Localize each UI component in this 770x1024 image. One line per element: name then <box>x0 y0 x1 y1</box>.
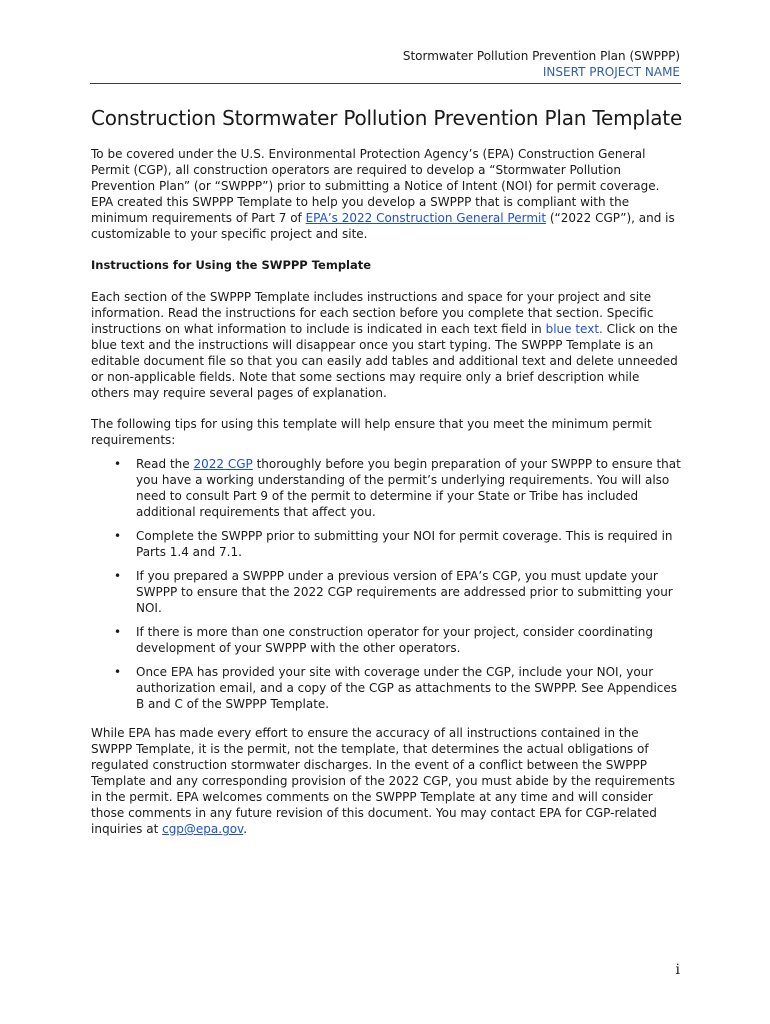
tips-intro: The following tips for using this template will help ensure that you meet the minimum permit requirements: <box>91 417 652 447</box>
instructions-text-2: Click on the blue text and the instructions will disappear once you start typing. The SWPPP Template is an editable document file so that you can easily add tables and additional text and delete unneeded or non-applicable fields. Note that some sections may require only a brief description while others may require several pages of explanation. <box>91 322 678 400</box>
instructions-paragraph <box>91 289 681 401</box>
header-rule <box>90 83 681 84</box>
intro-text-1: To be covered under the U.S. Environmental Protection Agency’s (EPA) Construction General Permit (CGP), all construction operators are required to develop a “Stormwater Pollution Prevention Plan” (or “SWPPP”) prior to submitting a Notice of Intent (NOI) for permit coverage. EPA created this SWPPP Template to help you develop a SWPPP that is compliant with the minimum requirements of Part 7 of <box>91 147 660 225</box>
list-item <box>136 456 681 520</box>
list-item: • Once EPA has provided your site with coverage under the CGP, include your NOI, your authorization email, and a copy of the CGP as attachments to the SWPPP. See Appendices B and C of the SWPPP Template. <box>136 664 681 712</box>
blue-text-sample[interactable]: blue text. <box>545 322 603 336</box>
closing-text-2: . <box>243 822 248 836</box>
header-project-name[interactable]: INSERT PROJECT NAME <box>542 65 680 79</box>
instructions-heading: Instructions for Using the SWPPP Template <box>91 258 372 272</box>
bullet-1-text-2: thoroughly before you begin preparation of your SWPPP to ensure that you have a working understanding of the permit’s underlying requirements. You will also need to consult Part 9 of the permit to determine if your State or Tribe has included additional requirements that affect you. <box>136 457 681 519</box>
instructions-text-1: Each section of the SWPPP Template includes instructions and space for your project and site information. Read the instructions for each section before you complete that section. Specific instructions on what information to include is indicated in each text field in <box>91 290 654 336</box>
header-doc-title: Stormwater Pollution Prevention Plan (SWPPP) <box>402 49 680 63</box>
list-item: • If there is more than one construction operator for your project, consider coordinating development of your SWPPP with the other operators. <box>136 624 681 656</box>
email-link[interactable]: cgp@epa.gov <box>162 822 244 836</box>
page-header <box>403 48 680 80</box>
intro-text-2: (“2022 CGP”), and is customizable to your specific project and site. <box>91 211 675 241</box>
list-item: • Complete the SWPPP prior to submitting your NOI for permit coverage. This is required in Parts 1.4 and 7.1. <box>136 528 681 560</box>
cgp-link[interactable]: 2022 CGP <box>193 457 253 471</box>
document-body <box>91 104 681 852</box>
page-number: i <box>675 962 680 978</box>
closing-paragraph <box>91 725 681 837</box>
bullet-1-text-1: Read the <box>136 457 194 471</box>
intro-paragraph <box>91 146 681 242</box>
tips-list <box>91 456 681 712</box>
cgp-permit-link[interactable]: EPA’s 2022 Construction General Permit <box>305 211 547 225</box>
document-title: Construction Stormwater Pollution Prevention Plan Template <box>91 106 683 130</box>
list-item: • If you prepared a SWPPP under a previous version of EPA’s CGP, you must update your SWPPP to ensure that the 2022 CGP requirements are addressed prior to submitting your NOI. <box>136 568 681 616</box>
closing-text-1: While EPA has made every effort to ensure the accuracy of all instructions contained in the SWPPP Template, it is the permit, not the template, that determines the actual obligations of regulated construction stormwater discharges. In the event of a conflict between the SWPPP Template and any corresponding provision of the 2022 CGP, you must abide by the requirements in the permit. EPA welcomes comments on the SWPPP Template at any time and will consider those comments in any future revision of this document. You may contact EPA for CGP-related inquiries at <box>91 726 675 836</box>
